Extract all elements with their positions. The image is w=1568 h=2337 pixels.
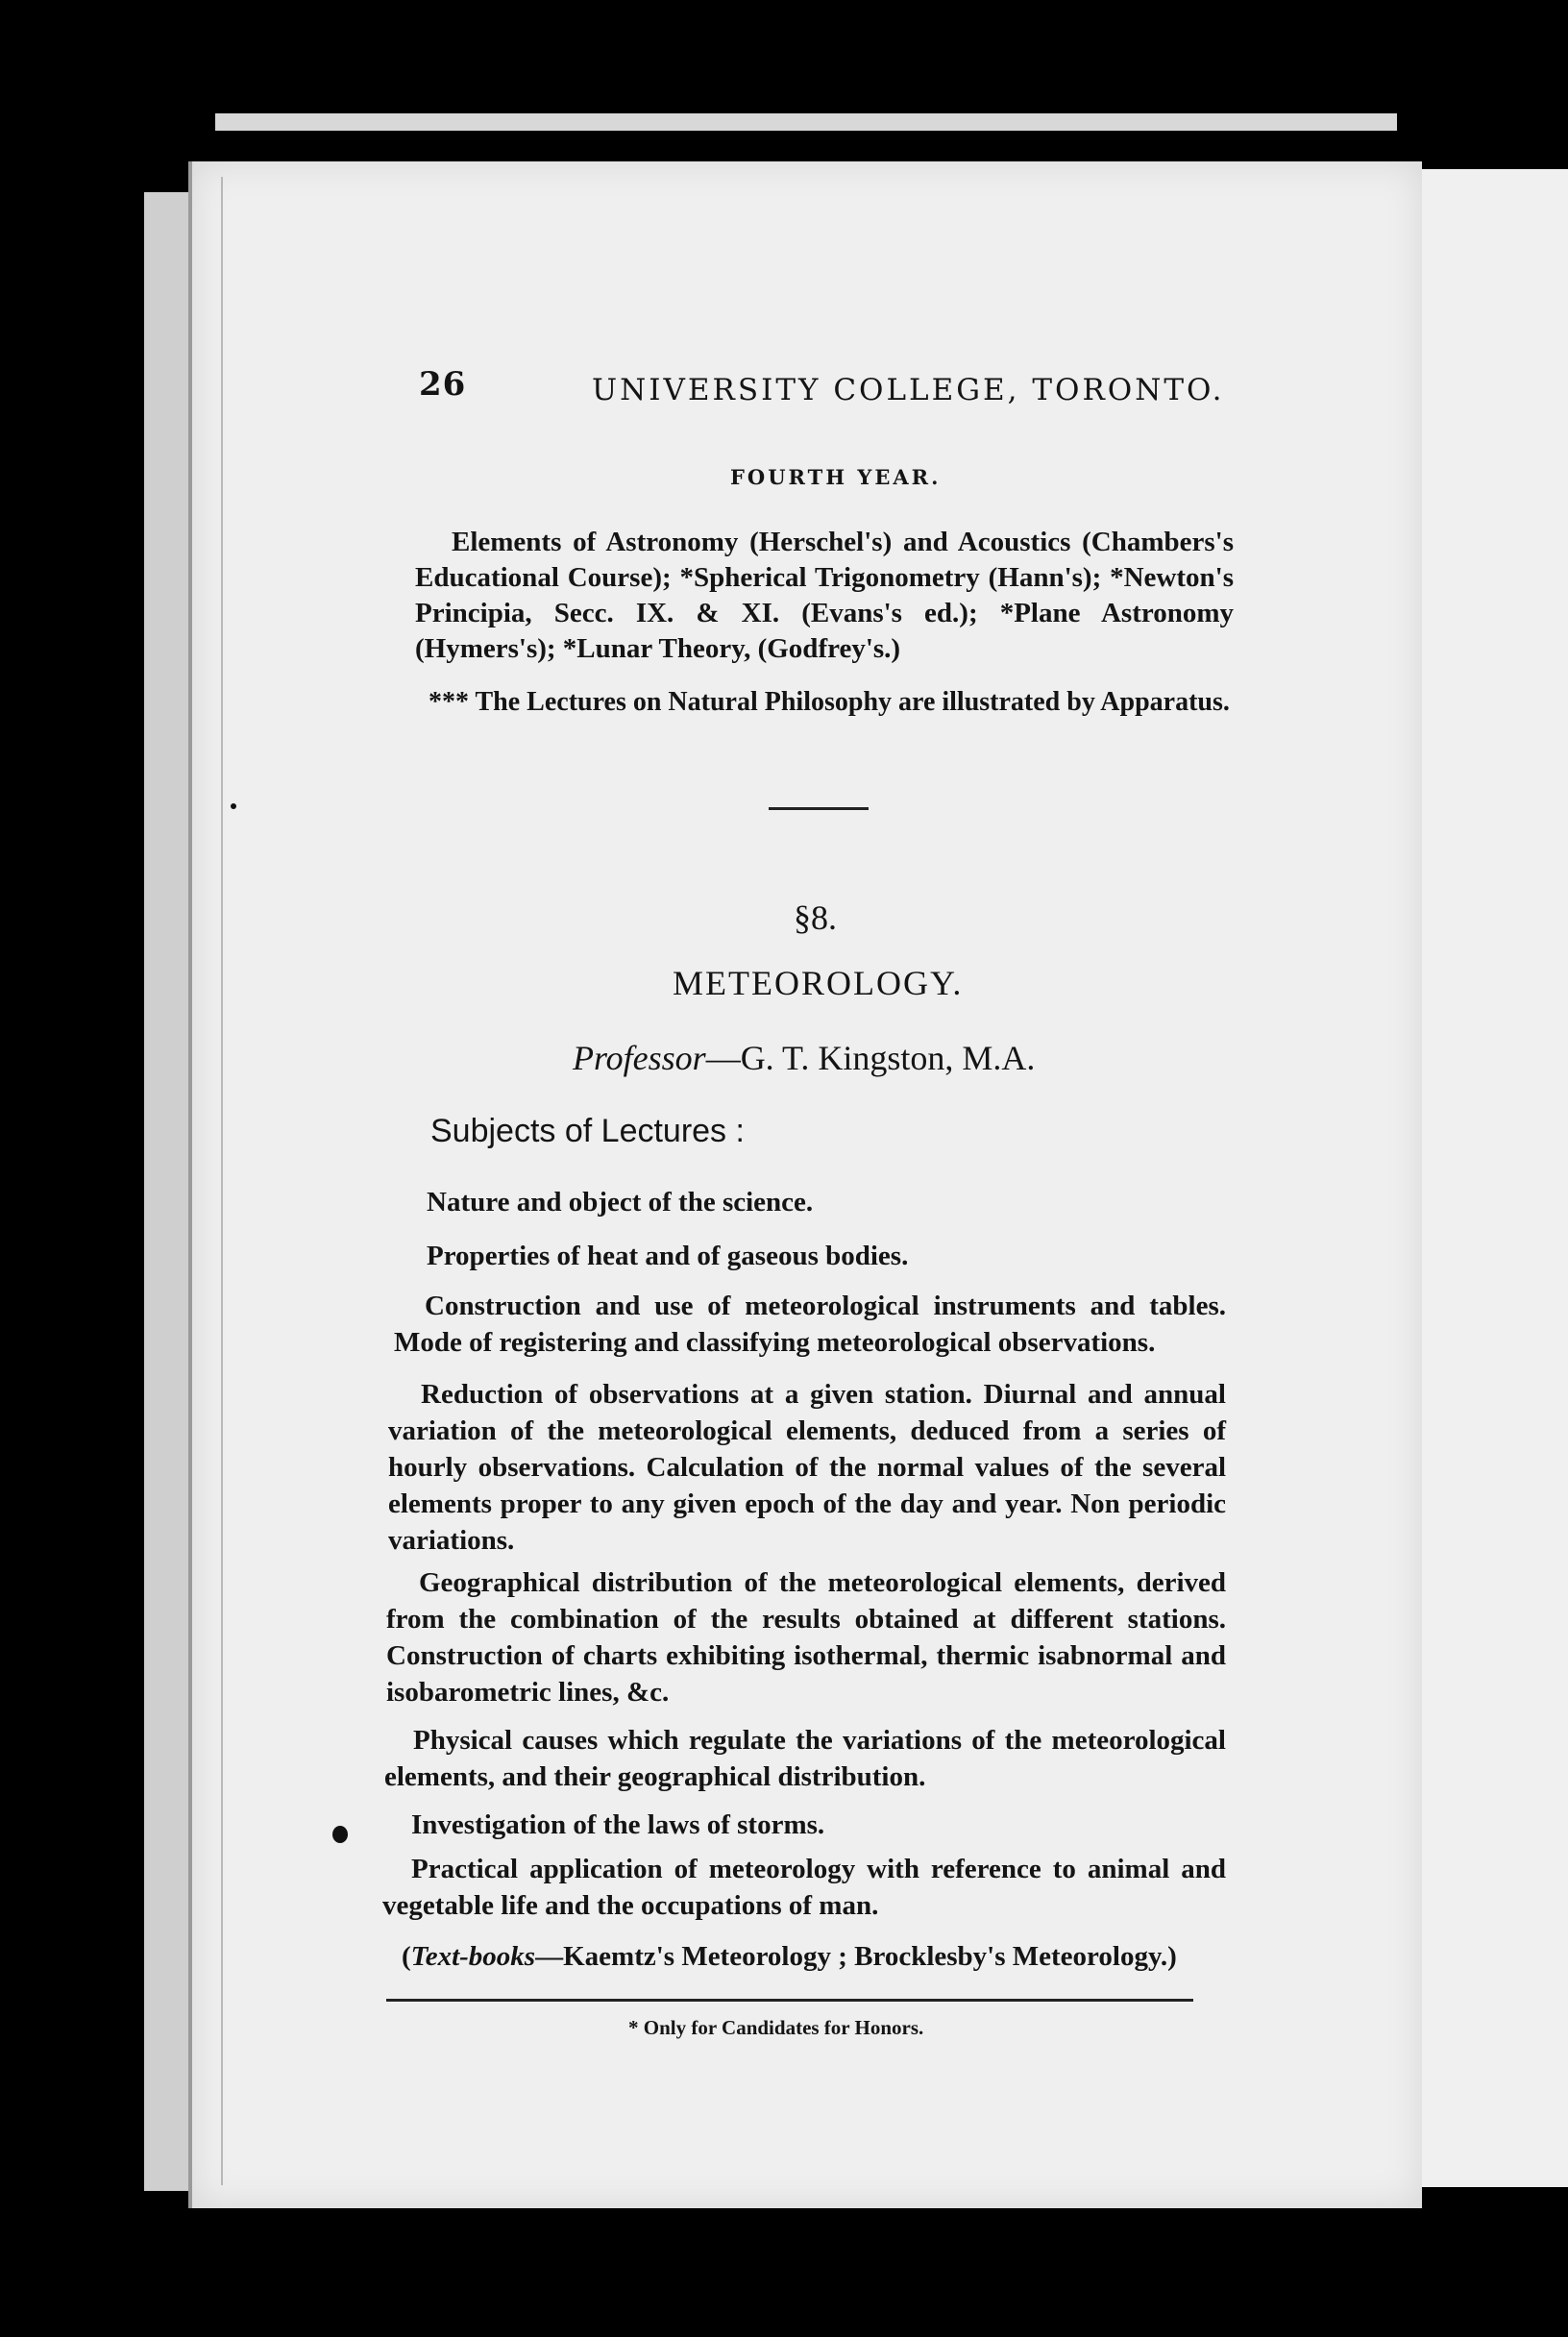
textbooks-line [402, 1941, 1177, 1973]
fourth-year-heading: FOURTH YEAR. [730, 465, 942, 489]
running-head [419, 365, 1399, 407]
page-number: 26 [419, 365, 467, 404]
textbooks-label: Text-books [410, 1941, 536, 1972]
professor-line [573, 1038, 1035, 1078]
professor-name: —G. T. Kingston, M.A. [705, 1039, 1036, 1077]
footnote: * Only for Candidates for Honors. [628, 2016, 924, 2039]
textbooks-open-paren: ( [402, 1941, 411, 1972]
footnote-rule [386, 1999, 1193, 2002]
fourth-year-paragraph: Elements of Astronomy (Herschel's) and Acoustics (Chambers's Educational Course); *Spherical Trigonometry (Hann's); *Newton's Principia, Secc. IX. & XI. (Evans's ed.); *Plane Astronomy (Hymers's); *Lunar Theory, (Godfrey's.) [415, 527, 1234, 664]
professor-role: Professor [573, 1039, 706, 1077]
lecture-item: Geographical distribution of the meteorological elements, derived from the combination of the results obtained at different stations. Construction of charts exhibiting isothermal, thermic isabnormal and isobarometric lines, &c. [386, 1567, 1226, 1708]
lecture-item: Properties of heat and of gaseous bodies. [427, 1241, 909, 1271]
ink-speck [231, 803, 236, 809]
running-title: UNIVERSITY COLLEGE, TORONTO. [592, 373, 1225, 407]
page-stack-edge-left [144, 192, 188, 2191]
apparatus-note: *** The Lectures on Natural Philosophy are illustrated by Apparatus. [429, 687, 1230, 717]
lecture-item: Reduction of observations at a given station. Diurnal and annual variation of the meteorological elements, deduced from a series of hourly observations. Calculation of the normal values of the several elements proper to any given epoch of the day and year. Non periodic variations. [388, 1379, 1226, 1556]
adjacent-page-edge [1418, 169, 1568, 2187]
subjects-heading: Subjects of Lectures : [430, 1113, 745, 1149]
section-title: METEOROLOGY. [673, 964, 964, 1002]
lecture-item: Investigation of the laws of storms. [411, 1809, 825, 1840]
textbooks-list: —Kaemtz's Meteorology ; Brocklesby's Meteorology.) [535, 1941, 1177, 1972]
lecture-item: Construction and use of meteorological instruments and tables. Mode of registering and classifying meteorological observations. [394, 1291, 1226, 1358]
lecture-item: Nature and object of the science. [427, 1187, 814, 1218]
section-number: §8. [794, 898, 837, 937]
ink-blot [332, 1826, 348, 1843]
section-divider [769, 807, 869, 810]
page-stack-edge-top [215, 113, 1397, 131]
lecture-item: Physical causes which regulate the variations of the meteorological elements, and their geographical distribution. [384, 1725, 1226, 1792]
lecture-item: Practical application of meteorology with reference to animal and vegetable life and the occupations of man. [382, 1854, 1226, 1921]
